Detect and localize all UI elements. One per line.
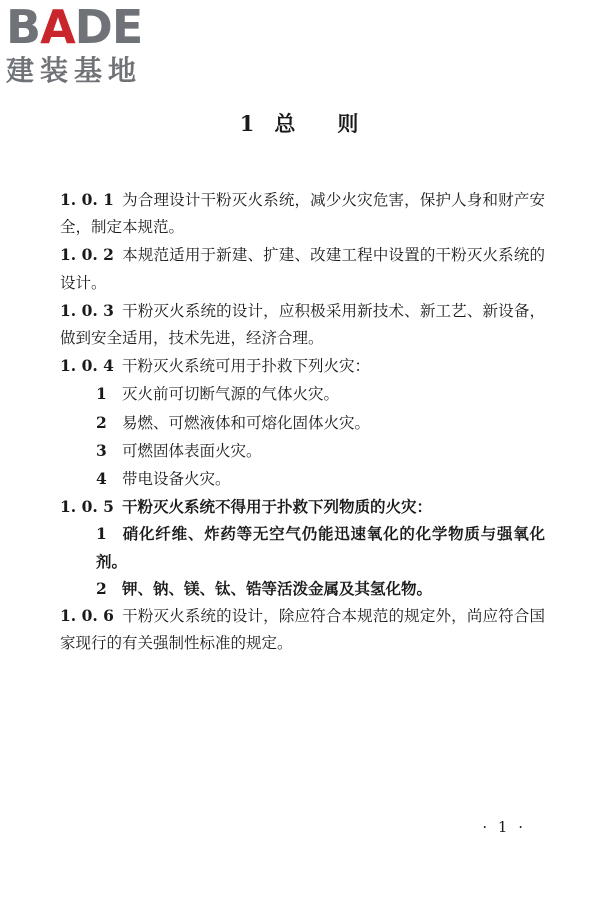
body-text [60, 186, 545, 657]
list-item-number: 2 [96, 412, 107, 432]
list-item [60, 575, 545, 602]
clause-1-0-2 [60, 241, 545, 296]
logo-subtitle: 建装基地 [6, 54, 143, 87]
clause-1-0-3 [60, 297, 545, 352]
list-item-number: 3 [96, 440, 107, 460]
logo-letters-de: DE [74, 0, 143, 54]
page-title [0, 108, 600, 138]
list-item [60, 437, 545, 465]
list-item-text: 灭火前可切断气源的气体火灾。 [122, 385, 340, 404]
list-item-text: 可燃固体表面火灾。 [122, 441, 262, 460]
list-item-text: 带电设备火灾。 [122, 470, 231, 489]
clause-number: 1. 0. 5 [60, 497, 114, 517]
clause-number: 1. 0. 4 [60, 356, 114, 376]
clause-number: 1. 0. 2 [60, 245, 114, 265]
list-item-text: 钾、钠、镁、钛、锆等活泼金属及其氢化物。 [122, 578, 433, 598]
list-item-number: 4 [96, 469, 107, 489]
list-item [60, 409, 545, 437]
clause-1-0-4 [60, 352, 545, 380]
logo-wordmark [6, 0, 176, 54]
list-item-number: 1 [96, 524, 107, 544]
list-item [60, 520, 545, 574]
clause-text: 干粉灭火系统的设计，应积极采用新技术、新工艺、新设备，做到安全适用，技术先进，经济合理。 [60, 301, 545, 348]
page-number: · 1 · [482, 818, 526, 836]
logo-letter-b: B [6, 0, 41, 54]
clause-text: 干粉灭火系统不得用于扑救下列物质的火灾： [122, 497, 433, 517]
logo-letter-a: A [40, 0, 75, 54]
clause-1-0-1 [60, 186, 545, 241]
list-item [60, 380, 545, 408]
chapter-title-word-2: 则 [337, 111, 361, 136]
clause-number: 1. 0. 3 [60, 300, 114, 320]
clause-text: 干粉灭火系统的设计，除应符合本规范的规定外，尚应符合国家现行的有关强制性标准的规定。 [60, 607, 545, 653]
clause-number: 1. 0. 1 [60, 190, 114, 209]
list-item [60, 465, 545, 493]
clause-number: 1. 0. 6 [60, 606, 114, 626]
list-item-number: 1 [96, 384, 107, 404]
logo [6, 0, 176, 88]
clause-1-0-5 [60, 493, 545, 520]
list-item-text: 硝化纤维、炸药等无空气仍能迅速氧化的化学物质与强氧化剂。 [96, 524, 545, 571]
chapter-number: 1 [239, 111, 257, 136]
list-item-text: 易燃、可燃液体和可熔化固体火灾。 [122, 413, 371, 432]
clause-1-0-6 [60, 602, 545, 657]
clause-text: 干粉灭火系统可用于扑救下列火灾： [122, 357, 371, 376]
chapter-title-word-1: 总 [274, 111, 298, 136]
clause-text: 本规范适用于新建、扩建、改建工程中设置的干粉灭火系统的设计。 [60, 246, 545, 292]
list-item-number: 2 [96, 578, 107, 598]
clause-text: 为合理设计干粉灭火系统，减少火灾危害，保护人身和财产安全，制定本规范。 [60, 191, 545, 237]
